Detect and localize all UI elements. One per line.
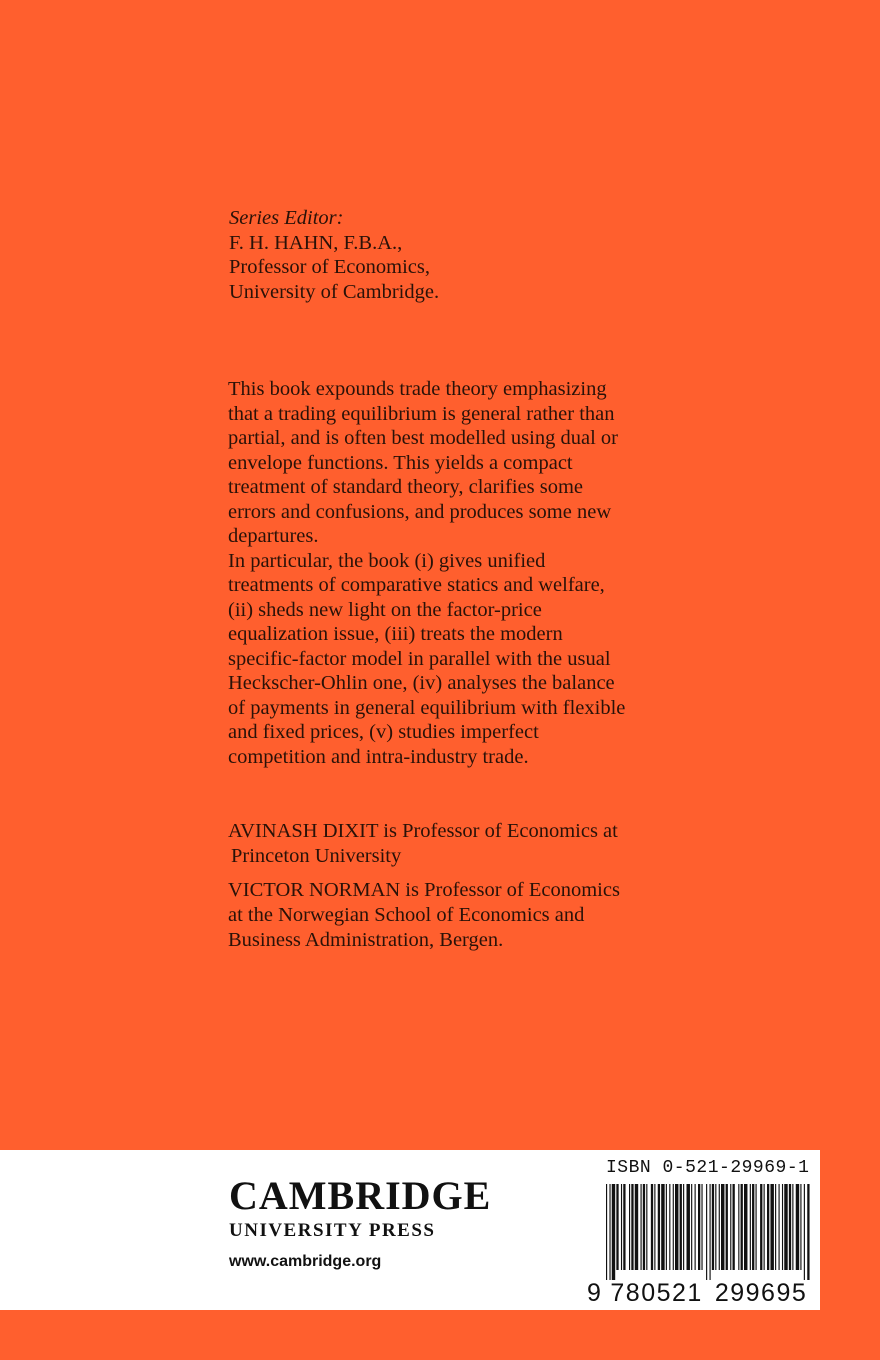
barcode-bar (641, 1184, 642, 1270)
norman-bio-line: Business Administration, Bergen. (228, 929, 504, 951)
barcode-bar (719, 1184, 720, 1270)
series-editor-block (229, 206, 439, 304)
publisher-name: CAMBRIDGE (229, 1173, 492, 1218)
barcode-bar (800, 1184, 801, 1270)
barcode-bar (789, 1184, 791, 1270)
barcode-bar (730, 1184, 731, 1270)
barcode-bar (643, 1184, 645, 1270)
barcode-bar (804, 1184, 805, 1280)
barcode-bar (631, 1184, 633, 1270)
description-line: specific-factor model in parallel with the usual (228, 647, 611, 670)
description-line: equalization issue, (iii) treats the modern (228, 623, 563, 645)
publisher-footer (0, 1150, 820, 1310)
series-editor-affiliation: University of Cambridge. (229, 280, 440, 303)
barcode-bar (706, 1184, 707, 1280)
barcode-bar (767, 1184, 769, 1270)
publisher-website[interactable]: www.cambridge.org (229, 1253, 382, 1270)
barcode-bar (701, 1184, 702, 1270)
description-line: competition and intra-industry trade. (228, 745, 529, 768)
barcode-bar (744, 1184, 747, 1270)
barcode-bar (609, 1184, 610, 1280)
description-line: errors and confusions, and produces some new (228, 500, 612, 523)
norman-bio-line: at the Norwegian School of Economics and (228, 904, 585, 926)
barcode-bar (756, 1184, 757, 1270)
dixit-bio-line: Princeton University (231, 845, 402, 867)
barcode-bar (750, 1184, 751, 1270)
description-line: treatments of comparative statics and welfare, (228, 574, 605, 596)
barcode-bar (651, 1184, 653, 1270)
barcode (604, 1184, 810, 1280)
barcode-bar (733, 1184, 735, 1270)
series-editor-name: F. H. HAHN, F.B.A., (229, 231, 403, 254)
barcode-bar (606, 1184, 607, 1280)
barcode-bar (792, 1184, 793, 1270)
barcode-bar (687, 1184, 690, 1270)
barcode-bar (782, 1184, 783, 1270)
barcode-bar (629, 1184, 630, 1270)
description-line: envelope functions. This yields a compact (228, 451, 573, 474)
barcode-bar (661, 1184, 664, 1270)
series-editor-label: Series Editor: (229, 207, 344, 229)
barcode-bar (807, 1184, 809, 1280)
barcode-bar (612, 1184, 615, 1280)
barcode-bar (669, 1184, 670, 1270)
description-line: In particular, the book (i) gives unified (228, 549, 546, 572)
description-line: This book expounds trade theory emphasizing (228, 378, 607, 400)
isbn-label: ISBN 0-521-29969-1 (606, 1158, 810, 1178)
ean-number (587, 1278, 807, 1308)
barcode-bar (760, 1184, 762, 1270)
barcode-bar (683, 1184, 684, 1270)
description-line: Heckscher-Ohlin one, (iv) analyses the balance (228, 672, 615, 694)
barcode-bar (691, 1184, 692, 1270)
cambridge-logo (229, 1173, 492, 1274)
barcode-bar (666, 1184, 667, 1270)
barcode-bar (784, 1184, 787, 1270)
barcode-bar (675, 1184, 678, 1270)
description-line: departures. (228, 525, 319, 547)
barcode-bar (770, 1184, 773, 1270)
barcode-bar (741, 1184, 743, 1270)
barcode-bar (635, 1184, 638, 1270)
description-line: (ii) sheds new light on the factor-price (228, 598, 542, 621)
norman-bio-line: VICTOR NORMAN is Professor of Economics (228, 879, 620, 901)
barcode-bar (673, 1184, 674, 1270)
barcode-bar (779, 1184, 780, 1270)
barcode-bar (775, 1184, 776, 1270)
description-line: and fixed prices, (v) studies imperfect (228, 721, 539, 743)
barcode-bar (621, 1184, 622, 1270)
barcode-bar (752, 1184, 754, 1270)
barcode-bar (738, 1184, 739, 1270)
description-line: of payments in general equilibrium with flexible (228, 696, 626, 719)
author-bios (228, 819, 688, 953)
book-description (228, 377, 668, 769)
barcode-bar (623, 1184, 625, 1270)
barcode-bar (695, 1184, 696, 1270)
description-line: partial, and is often best modelled using dual or (228, 427, 618, 449)
dixit-bio-line: AVINASH DIXIT is Professor of Economics at (228, 820, 618, 842)
barcode-bar (764, 1184, 765, 1270)
barcode-bar (680, 1184, 682, 1270)
barcode-bar (712, 1184, 714, 1270)
barcode-bar (616, 1184, 618, 1270)
barcode-bar (658, 1184, 660, 1270)
barcode-bar (710, 1184, 711, 1280)
ean-right-digits: 299695 (714, 1279, 808, 1307)
barcode-bar (646, 1184, 647, 1270)
description-line: treatment of standard theory, clarifies some (228, 476, 584, 498)
barcode-bar (698, 1184, 700, 1270)
ean-left-digits: 780521 (610, 1279, 703, 1307)
description-line: that a trading equilibrium is general rather than (228, 402, 615, 425)
barcode-bar (715, 1184, 716, 1270)
barcode-bar (654, 1184, 655, 1270)
barcode-bar (726, 1184, 728, 1270)
publisher-subname: UNIVERSITY PRESS (229, 1220, 436, 1241)
series-editor-title: Professor of Economics, (229, 256, 430, 278)
ean-first-digit: 9 (587, 1279, 603, 1307)
barcode-bar (796, 1184, 799, 1270)
barcode-bar (721, 1184, 724, 1270)
